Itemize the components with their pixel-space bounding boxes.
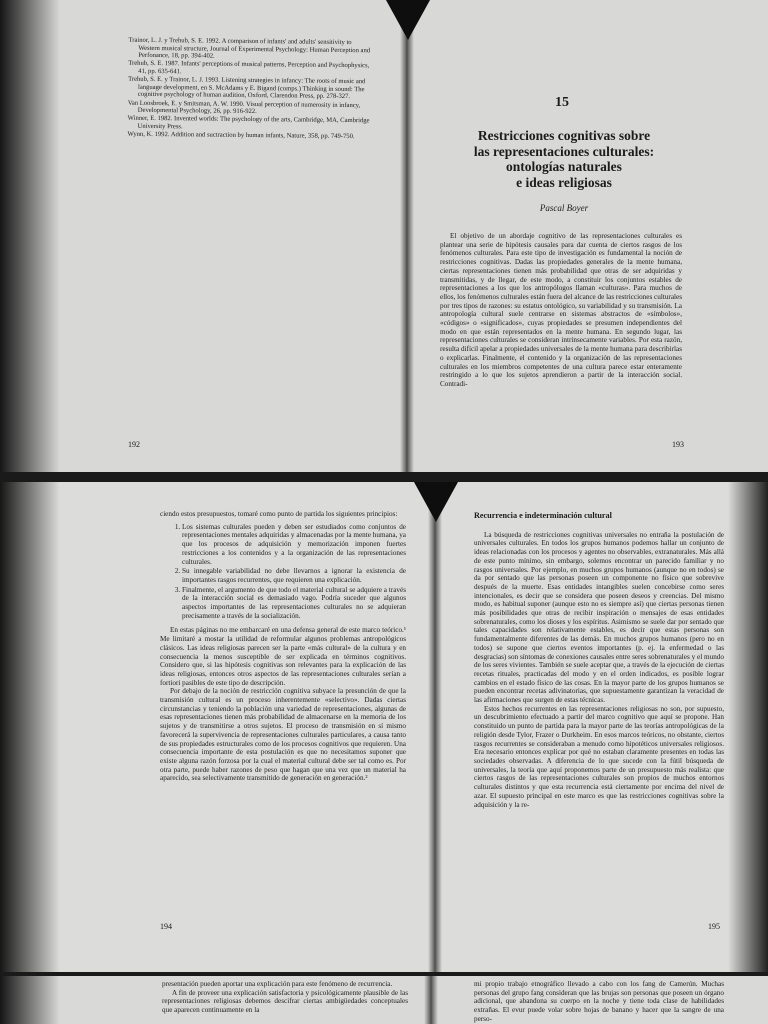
paragraph: presentación pueden aportar una explicación para este fenómeno de recurrencia. xyxy=(162,980,393,988)
page-number: 194 xyxy=(160,922,172,931)
paragraph: Estos hechos recurrentes en las representaciones religiosas no son, por supuesto, un descubrimiento efectuado a partir del marco cognitivo que aquí se propone. Han constituido un punto de partida para la mayor parte de las teorías antropológicas de la religión desde Tylor, Frazer o Durkheim. En esos marcos teóricos, no obstante, ciertos rasgos recurrentes se consideraban a menudo como hipotéticos universales religiosos. Era necesario entonces explicar por qué no estaban claramente presentes en todas las sociedades observadas. A diferencia de lo que sucede con la fútil búsqueda de universales, la teoría que aquí proponemos parte de un presupuesto más realista: que ciertos rasgos de las representaciones culturales son propios de muchos entornos culturales distintos y que esta recurrencia está ciertamente por encima del nivel de azar. El supuesto principal en este marco es que las restricciones cognitivas sobre la adquisición y la re- xyxy=(474,704,724,809)
paragraph: La búsqueda de restricciones cognitivas universales no entraña la postulación de universales culturales. En todos los grupos humanos podemos hallar un conjunto de ideas relacionadas con los procesos y agentes no observables, extranaturales. Más allá de este punto mínimo, sin embargo, solemos encontrar un parecido familiar y no rasgos universales. Por ejemplo, en muchos grupos humanos (aunque no en todos) se da por sentado que las personas poseen un componente no físico que sobrevive después de la muerte. Esas entidades intangibles suelen concebirse como seres intencionales, es decir que se considera que poseen deseos y creencias. Del mismo modo, es habitual suponer (aunque esto no es siempre así) que ciertas personas tienen más posibilidades que otras de recibir inspiración o mensajes de esas entidades sobrenaturales, como los dioses y los espíritus. Asimismo se suele dar por sentado que tales capacidades son relativamente estables, es decir que estas personas son fundamentalmente diferentes de las demás. En muchos grupos humanos (pero no en todos) se supone que ciertos eventos importantes (p. ej. la enfermedad o las desgracias) son síntomas de conexiones causales entre seres sobrenaturales y el mundo de los seres vivientes. También se suele aceptar que, a través de la ejecución de ciertas recetas rituales, practicadas del modo y en el orden indicados, es posible lograr cambios en el estado físico de las cosas. En la mayor parte de los grupos humanos se pueden encontrar recetas adivinatorias, que supuestamente garantizan la veracidad de las afirmaciones que surgen de estas técnicas. xyxy=(474,530,724,705)
chapter-title-line: las representaciones culturales: xyxy=(473,143,655,159)
chapter-title-line: ontologías naturales xyxy=(506,159,622,174)
paragraph: El objetivo de un abordaje cognitivo de las representaciones culturales es plantear una serie de hipótesis causales para dar cuenta de ciertos rasgos de los fenómenos culturales. Para este tipo de investigación es fundamental la noción de restricciones cognitivas. Dadas las propiedades generales de la mente humana, ciertas representaciones tienen más probabilidad que otras de ser adquiridas y transmitidas, y de llegar, de este modo, a constituir los conjuntos estables de representaciones a los que los antropólogos llaman «culturas». Para muchos de ellos, los fenómenos culturales están fuera del alcance de las restricciones culturales por tres tipos de razones: su estatus ontológico, su variabilidad y su transmisión. La antropología cultural suele centrarse en sistemas abstractos de «símbolos», «códigos» o «significados», cuyas propiedades se presumen independientes del modo en que están representados en la mente humana. En segundo lugar, las representaciones culturales se consideran intrínsecamente variables. Por esta razón, resulta difícil apelar a propiedades universales de la mente humana para describirlas o explicarlas. Finalmente, el contenido y la organización de las representaciones culturales en los miembros competentes de una cultura parece estar enteramente restringido a lo que los sujetos aprendieron a partir de la interacción social. Contradi- xyxy=(440,232,682,388)
gutter-binding-mark xyxy=(386,0,430,40)
body-text-column xyxy=(160,510,406,783)
reference-entry: Trainor, L. J. y Trehub, S. E. 1992. A comparison of infants' and adults' sensitivity to Western musical structure, Journal of Experimental Psychology: Human Perception and Perfonance, 18, pp. 394-402. xyxy=(128,36,371,60)
bibliography-list xyxy=(127,37,372,142)
body-text-column xyxy=(440,232,682,389)
body-text-column xyxy=(474,980,724,1024)
paragraph: Por debajo de la noción de restricción cognitiva subyace la presunción de que la transmisión cultural es un proceso inherentemente «selectivo». Dadas ciertas circunstancias y teniendo la población una variedad de representaciones, algunas de esas representaciones tienen más probabilidad de almacenarse en la memoria de los sujetos y de transmitirse a otros sujetos. El proceso de transmisión en sí mismo favorecerá la supervivencia de representaciones culturales particulares, a causa tanto de sus propiedades estructurales como de los procesos cognitivos que requieren. Una consecuencia importante de esta postulación es que no necesitamos suponer que existe alguna razón forzosa por la cual el material cultural debe ser tal como es. Por otra parte, puede haber razones de peso que hagan que una vez que un material ha aparecido, sea selectivamente transmitido de generación en generación.² xyxy=(160,687,406,783)
page-shadow-left xyxy=(0,0,60,472)
page-number: 195 xyxy=(708,922,720,931)
page-shadow-right xyxy=(728,482,768,972)
paragraph: mi propio trabajo etnográfico llevado a cabo con los fang de Camerún. Muchas personas del grupo fang consideran que las brujas son personas que poseen un órgano adicional, que abandona su cuerpo en la noche y tiene toda clase de habilidades extrañas. El evur puede volar sobre hojas de banano y hacer que la sangre de una perso- xyxy=(474,980,724,1023)
book-spread-partial xyxy=(0,976,768,1024)
reference-entry: Wynn, K. 1992. Addition and suctraction by human infants, Nature, 358, pp. 749-750. xyxy=(127,130,355,141)
book-spread-192-193 xyxy=(0,0,768,472)
reference-entry: Trehub, S. E. 1987. Infants' perceptions of musical patterns, Perception and Psychophysics, 41, pp. 635-641. xyxy=(128,60,370,76)
body-text-column xyxy=(162,980,408,1015)
page-number: 192 xyxy=(128,440,140,449)
book-spread-194-195 xyxy=(0,482,768,972)
chapter-number: 15 xyxy=(555,95,569,110)
chapter-title xyxy=(454,128,674,190)
page-number: 193 xyxy=(672,440,684,449)
reference-entry: Winner, E. 1982. Invented worlds: The psychology of the arts, Cambridge, MA, Cambridge University Press. xyxy=(127,115,370,131)
book-gutter xyxy=(424,976,438,1024)
paragraph: ciendo estos presupuestos, tomaré como punto de partida los siguientes principios: xyxy=(160,510,398,518)
section-heading: Recurrencia e indeterminación cultural xyxy=(474,511,612,520)
book-gutter xyxy=(428,482,442,972)
reference-entry: Trehub, S. E. y Trainor, L. J. 1993. Listening strategies in infancy: The roots of music and language development, en S. McAdams y E. Bigand (comps.) Thinking in sound: The cognitive psychology of human audition, Oxford, Clarendon Press, pp. 278-327. xyxy=(128,75,366,101)
list-item: 3. Finalmente, el argumento de que todo el material cultural se adquiere a través de la interacción social es demasiado vago. Podría suceder que algunos aspectos importantes de las representaciones culturales no se adquieran precisamente a través de la socialización. xyxy=(182,586,406,621)
chapter-title-line: e ideas religiosas xyxy=(516,174,612,190)
chapter-title-line: Restricciones cognitivas sobre xyxy=(477,128,651,143)
list-item: 1. Los sistemas culturales pueden y deben ser estudiados como conjuntos de representaciones mentales adquiridas y almacenadas por la mente humana, ya que los procesos de adquisición y memorización imponen fuertes restricciones a los contenidos y a la organización de las representaciones culturales. xyxy=(182,523,406,567)
page-shadow-left xyxy=(0,482,60,972)
principles-list xyxy=(160,523,406,621)
book-gutter xyxy=(400,0,414,472)
paragraph: A fin de proveer una explicación satisfactoria y psicológicamente plausible de las representaciones religiosas debemos descifrar ciertas ambigüedades conceptuales que aparecen continuamente en la xyxy=(162,988,408,1015)
list-item: 2. Su innegable variabilidad no debe llevarnos a ignorar la existencia de importantes rasgos recurrentes, que requieren una explicación. xyxy=(182,567,406,584)
body-text-column xyxy=(474,512,724,809)
reference-entry: Van Loosbroek, E. y Smitsman, A. W. 1990. Visual perception of numerosity in infancy, Developmental Psychology, 26, pp. 916-922. xyxy=(127,99,361,116)
gutter-binding-mark xyxy=(414,482,458,522)
paragraph: En estas páginas no me embarcaré en una defensa general de este marco teórico.¹ Me limitaré a mostar la utilidad de reformular algunos problemas antropológicos clásicos. Las ideas religiosas parecen ser la parte «más cultural» de la cultura y en consecuencia la menos susceptible de ser explicada en términos cognitivos. Considero que, si las hipótesis cognitivas son relevantes para la explicación de las ideas religiosas, entonces otros aspectos de las representaciones culturales serían a fortiori pasibles de este tipo de descripción. xyxy=(160,626,406,687)
page-shadow-left xyxy=(0,976,60,1024)
chapter-author: Pascal Boyer xyxy=(539,203,589,213)
